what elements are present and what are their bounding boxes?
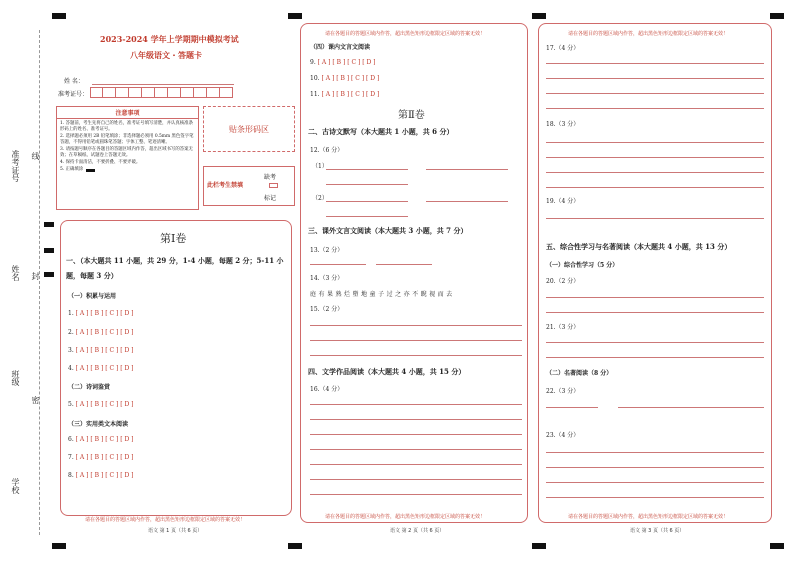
answer-line[interactable] [310, 449, 522, 450]
question-number: 8. [68, 472, 74, 479]
question-number: 7. [68, 454, 74, 461]
section1-title: 一、（本大题共 11 小题，共 29 分，1-4 小题，每题 2 分；5-11 小题，每题 3 分） [66, 256, 284, 280]
question-number: 4. [68, 365, 74, 372]
q19-label: 19.（4 分） [546, 198, 580, 205]
absent-checkbox[interactable] [269, 183, 278, 188]
q16-label: 16.（4 分） [310, 386, 344, 393]
section2-title: 二、古诗文默写（本大题共 1 小题，共 6 分） [308, 127, 454, 136]
answer-line[interactable] [546, 172, 764, 173]
answer-line[interactable] [618, 407, 764, 408]
sub-comprehensive: （一）综合性学习（5 分） [546, 262, 619, 269]
page2-footer: 语文 第 2 页（共 6 页） [390, 528, 445, 534]
answer-line[interactable] [546, 157, 764, 158]
choice-options: [ A ] [ B ] [ C ] [ D ] [75, 365, 134, 372]
answer-line[interactable] [310, 404, 522, 405]
answer-line[interactable] [310, 355, 522, 356]
choice-row-7[interactable] [68, 454, 134, 461]
warning-text: 请在各题目的答题区域内作答，超出黑色矩形边框限定区域的答案无效！ [568, 31, 729, 37]
barcode-label: 贴条形码区 [229, 124, 269, 134]
answer-line[interactable] [310, 264, 366, 265]
side-label-id: 准考证号 [11, 150, 20, 182]
question-number: 1. [68, 310, 74, 317]
sub-classical-inner: （四）课内文言文阅读 [310, 44, 371, 51]
choice-options: [ A ] [ B ] [ C ] [ D ] [317, 59, 376, 66]
answer-line[interactable] [310, 464, 522, 465]
answer-line[interactable] [546, 497, 764, 498]
choice-row-2[interactable] [68, 329, 134, 336]
answer-line[interactable] [546, 452, 764, 453]
choice-options: [ A ] [ B ] [ C ] [ D ] [75, 329, 134, 336]
choice-row-3[interactable] [68, 347, 134, 354]
answer-line[interactable] [546, 218, 764, 219]
blank-1-label: （1） [312, 163, 328, 170]
answer-line[interactable] [310, 325, 522, 326]
notice-item: 1. 答题前，考生先将自己的姓名，准考证号填写清楚，并认真核准条形码上的姓名、准考证号。 [60, 121, 193, 132]
answer-line[interactable] [310, 494, 522, 495]
notice-title: 注意事项 [57, 107, 198, 119]
choice-row-4[interactable] [68, 365, 134, 372]
q14-label: 14.（3 分） [310, 275, 344, 282]
absent-box [203, 166, 295, 206]
notice-item: 2. 选择题必须用 2B 铅笔填涂；非选择题必须用 0.5mm 黑色签字笔答题，不得用铅笔或圆珠笔答题；字体工整、笔迹清晰。 [60, 134, 194, 145]
q20-label: 20.（2 分） [546, 278, 580, 285]
exam-subtitle: 八年级语文・答题卡 [130, 50, 202, 60]
choice-row-11[interactable] [310, 91, 379, 98]
side-label-line: 线 [31, 152, 40, 160]
answer-line[interactable] [310, 340, 522, 341]
answer-line[interactable] [310, 479, 522, 480]
choice-options: [ A ] [ B ] [ C ] [ D ] [75, 436, 134, 443]
choice-options: [ A ] [ B ] [ C ] [ D ] [75, 454, 134, 461]
section5-title: 五、综合性学习与名著阅读（本大题共 4 小题，共 13 分） [546, 242, 732, 251]
section3-title: 三、课外文言文阅读（本大题共 3 小题，共 7 分） [308, 226, 468, 235]
answer-line[interactable] [310, 419, 522, 420]
answer-line[interactable] [546, 342, 764, 343]
q15-label: 15.（2 分） [310, 306, 344, 313]
choice-row-10[interactable] [310, 75, 379, 82]
question-number: 11. [310, 91, 320, 98]
alignment-mark [52, 13, 66, 19]
sub-accumulate: （一）积累与运用 [68, 293, 117, 300]
answer-line[interactable] [546, 142, 764, 143]
question-number: 9. [310, 59, 316, 66]
page3-box [538, 23, 772, 523]
question-number: 6. [68, 436, 74, 443]
answer-line[interactable] [546, 312, 764, 313]
binding-dashed-line [39, 30, 40, 535]
part2-title: 第Ⅱ卷 [398, 110, 425, 121]
choice-options: [ A ] [ B ] [ C ] [ D ] [321, 75, 380, 82]
part1-title: 第Ⅰ卷 [160, 232, 187, 245]
alignment-mark [770, 543, 784, 549]
choice-options: [ A ] [ B ] [ C ] [ D ] [75, 310, 134, 317]
side-label-seal: 封 [31, 272, 40, 280]
sub-classics: （二）名著阅读（8 分） [546, 370, 613, 377]
question-number: 2. [68, 329, 74, 336]
alignment-mark [288, 543, 302, 549]
answer-line[interactable] [546, 93, 764, 94]
absent-line2: 标记 [264, 195, 277, 202]
side-label-class: 班级 [11, 370, 20, 386]
side-label-school: 学校 [11, 478, 20, 494]
choice-options: [ A ] [ B ] [ C ] [ D ] [75, 401, 134, 408]
answer-line[interactable] [326, 169, 408, 170]
exam-title: 2023-2024 学年上学期期中模拟考试 [100, 34, 239, 44]
choice-row-9[interactable] [310, 59, 376, 66]
blank-2-label: （2） [312, 195, 328, 202]
notice-item: 3. 请按题号顺序在各题目的答题区域内作答，超出区域书写的答案无效；在草稿纸、试题卷上答题无效。 [60, 147, 193, 158]
alignment-mark [532, 543, 546, 549]
alignment-mark [44, 272, 54, 277]
answer-line[interactable] [546, 108, 764, 109]
name-field[interactable] [92, 84, 234, 85]
page1-footer: 语文 第 1 页（共 6 页） [148, 528, 203, 534]
barcode-area [203, 106, 295, 152]
q12-label: 12.（6 分） [310, 147, 344, 154]
page3-footer: 语文 第 3 页（共 6 页） [630, 528, 685, 534]
answer-line[interactable] [326, 216, 408, 217]
sub-practical: （三）实用类文本阅读 [68, 421, 129, 428]
q13-label: 13.（2 分） [310, 247, 344, 254]
answer-line[interactable] [376, 264, 432, 265]
answer-line[interactable] [310, 434, 522, 435]
answer-line[interactable] [326, 184, 408, 185]
section4-title: 四、文学作品阅读（本大题共 4 小题，共 15 分） [308, 367, 466, 376]
sub-poetry: （二）诗词鉴赏 [68, 384, 111, 391]
choice-row-5[interactable] [68, 401, 134, 408]
alignment-mark [52, 543, 66, 549]
answer-line[interactable] [546, 407, 598, 408]
choice-row-8[interactable] [68, 472, 134, 479]
id-label: 准考证号： [58, 91, 89, 98]
classical-sentence: 庭 有 果 熟 烂 墮 地 童 子 过 之 亦 不 睨 视 而 去 [310, 291, 453, 298]
q18-label: 18.（3 分） [546, 121, 580, 128]
answer-line[interactable] [546, 297, 764, 298]
absent-label: 此栏考生禁填 [207, 182, 244, 189]
side-label-name: 姓名 [11, 265, 20, 281]
answer-line[interactable] [426, 201, 508, 202]
answer-line[interactable] [546, 482, 764, 483]
choice-row-6[interactable] [68, 436, 134, 443]
alignment-mark [44, 222, 54, 227]
absent-line1: 缺考 [264, 174, 277, 181]
choice-options: [ A ] [ B ] [ C ] [ D ] [75, 347, 134, 354]
alignment-mark [532, 13, 546, 19]
q21-label: 21.（3 分） [546, 324, 580, 331]
q22-label: 22.（3 分） [546, 388, 580, 395]
q23-label: 23.（4 分） [546, 432, 580, 439]
notice-item: 4. 保持卡面清洁，不要折叠、不要弄破。 [60, 160, 141, 165]
side-label-secret: 密 [31, 396, 40, 404]
name-label: 姓 名： [64, 78, 84, 85]
choice-options: [ A ] [ B ] [ C ] [ D ] [321, 91, 380, 98]
warning-text: 请在各题目的答题区域内作答，超出黑色矩形边框限定区域的答案无效！ [568, 514, 729, 520]
alignment-mark [770, 13, 784, 19]
answer-line[interactable] [426, 169, 508, 170]
alignment-mark [288, 13, 302, 19]
id-boxes[interactable] [90, 87, 233, 98]
question-number: 10. [310, 75, 320, 82]
answer-line[interactable] [546, 467, 764, 468]
notice-box [56, 106, 199, 210]
question-number: 5. [68, 401, 74, 408]
answer-line[interactable] [546, 187, 764, 188]
answer-line[interactable] [546, 78, 764, 79]
answer-line[interactable] [546, 63, 764, 64]
warning-text: 请在各题目的答题区域内作答，超出黑色矩形边框限定区域的答案无效！ [325, 31, 486, 37]
warning-text: 请在各题目的答题区域内作答，超出黑色矩形边框限定区域的答案无效！ [85, 517, 246, 523]
choice-row-1[interactable] [68, 310, 134, 317]
notice-item: 5. 正确填涂 [60, 167, 84, 172]
warning-text: 请在各题目的答题区域内作答，超出黑色矩形边框限定区域的答案无效！ [325, 514, 486, 520]
filled-sample-icon [86, 169, 95, 172]
question-number: 3. [68, 347, 74, 354]
alignment-mark [44, 248, 54, 253]
answer-line[interactable] [546, 357, 764, 358]
answer-line[interactable] [326, 201, 408, 202]
choice-options: [ A ] [ B ] [ C ] [ D ] [75, 472, 134, 479]
q17-label: 17.（4 分） [546, 45, 580, 52]
